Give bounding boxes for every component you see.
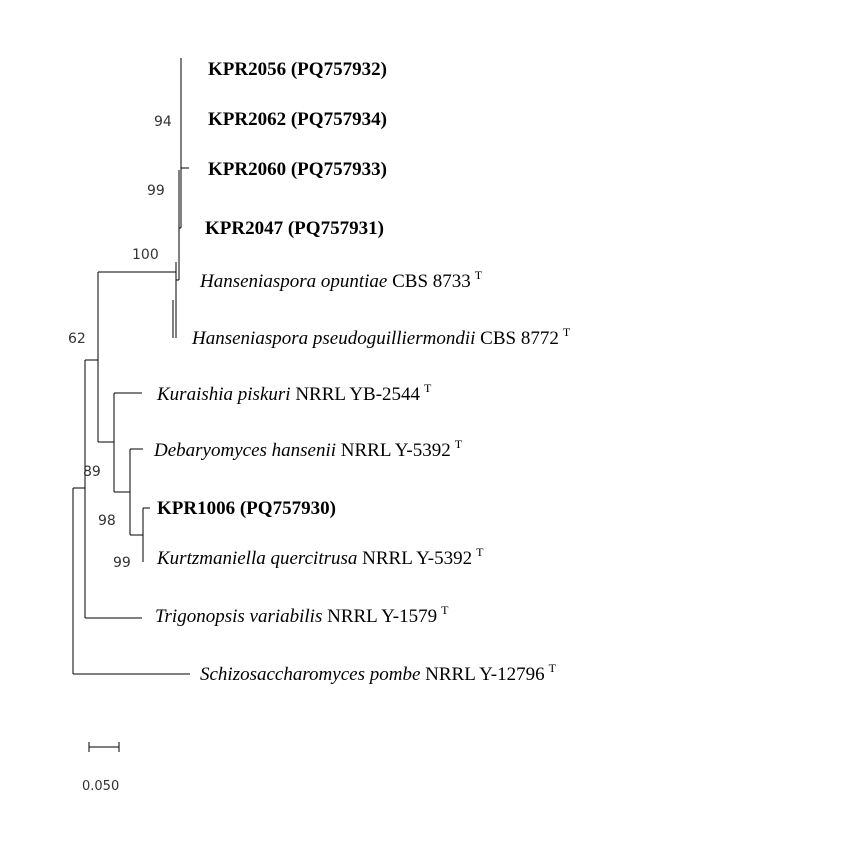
taxon-species: Debaryomyces hansenii: [154, 440, 337, 461]
type-strain-mark: T: [562, 325, 571, 339]
taxon-kpr2060: [208, 159, 387, 180]
type-strain-mark: T: [441, 603, 449, 617]
type-strain-mark: T: [474, 268, 483, 282]
taxon-strain: NRRL Y-5392: [336, 440, 451, 461]
bootstrap-94: 94: [154, 114, 172, 130]
taxon-strain: KPR2062 (PQ757934): [208, 109, 387, 130]
taxon-h-opuntiae: [199, 268, 483, 292]
taxon-species: Schizosaccharomyces pombe: [200, 664, 421, 685]
taxon-labels: [153, 59, 571, 685]
type-strain-mark: T: [454, 437, 463, 451]
bootstrap-98: 98: [98, 513, 116, 529]
scale-bar: [82, 742, 119, 794]
taxon-kpr2047: [205, 218, 384, 239]
taxon-species: Hanseniaspora pseudoguilliermondii: [192, 328, 476, 349]
taxon-strain: NRRL Y-5392: [357, 548, 473, 569]
bootstrap-99b: 99: [113, 555, 131, 571]
taxon-trigonopsis: [155, 603, 449, 627]
taxon-strain: KPR1006 (PQ757930): [157, 498, 336, 519]
bootstrap-62: 62: [68, 331, 86, 347]
type-strain-mark: T: [476, 545, 484, 559]
bootstrap-89: 89: [83, 464, 101, 480]
taxon-strain: KPR2060 (PQ757933): [208, 159, 387, 180]
taxon-strain: NRRL YB-2544: [290, 384, 421, 405]
taxon-h-pseudo: [191, 325, 571, 349]
bootstrap-100: 100: [132, 247, 159, 263]
taxon-strain: CBS 8772: [475, 328, 559, 349]
taxon-species: Kuraishia piskuri: [157, 384, 291, 405]
taxon-kuraishia: [156, 381, 432, 405]
taxon-schizo: [200, 661, 557, 685]
taxon-kpr1006: [157, 498, 336, 519]
type-strain-mark: T: [424, 381, 432, 395]
taxon-kpr2056: [208, 59, 387, 80]
taxon-species: Kurtzmaniella quercitrusa: [157, 548, 358, 569]
taxon-kurtzmaniella: [156, 545, 484, 569]
scale-bar-label: 0.050: [82, 779, 120, 794]
taxon-kpr2062: [208, 109, 387, 130]
taxon-strain: KPR2056 (PQ757932): [208, 59, 387, 80]
bootstrap-99: 99: [147, 183, 165, 199]
taxon-species: Hanseniaspora opuntiae: [200, 271, 388, 292]
type-strain-mark: T: [548, 661, 556, 675]
taxon-strain: KPR2047 (PQ757931): [205, 218, 384, 239]
taxon-strain: CBS 8733: [387, 271, 471, 292]
taxon-species: Trigonopsis variabilis: [155, 606, 323, 627]
taxon-strain: NRRL Y-12796: [420, 664, 545, 685]
tree-branches: [73, 58, 190, 674]
taxon-strain: NRRL Y-1579: [322, 606, 438, 627]
taxon-debaryomyces: [153, 437, 463, 461]
